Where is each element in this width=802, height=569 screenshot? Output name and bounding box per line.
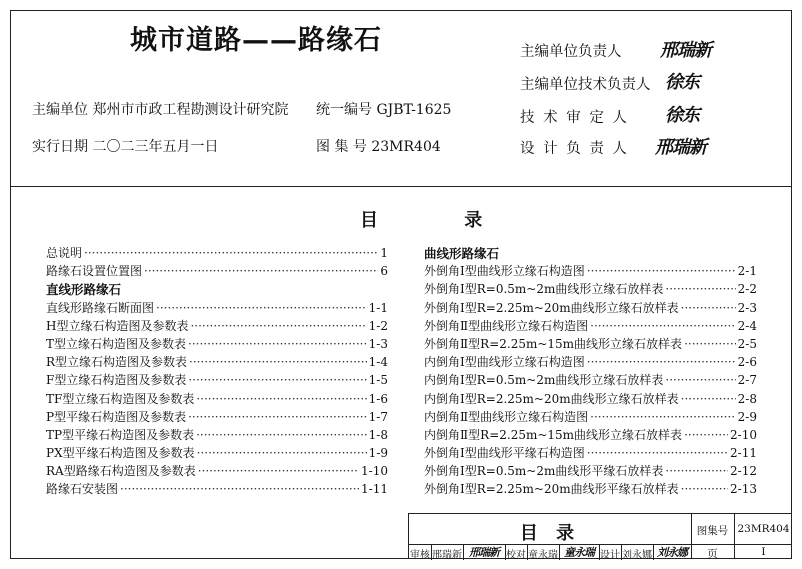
toc-entry[interactable]: [424, 353, 757, 371]
toc-entry-title: RA型路缘石构造图及参数表: [46, 464, 196, 479]
toc-entry[interactable]: [46, 408, 388, 426]
toc-leader-dots: [587, 264, 736, 278]
toc-entry-page: 2-6: [737, 355, 757, 370]
toc-entry-title: T型立缘石构造图及参数表: [46, 336, 187, 351]
toc-leader-dots: [196, 428, 367, 442]
toc-entry[interactable]: [424, 335, 757, 353]
toc-entry[interactable]: [46, 462, 388, 480]
toc-entry-title: PX型平缘石构造图及参数表: [46, 446, 195, 461]
toc-entry-title: 外倒角Ⅱ型R=2.25m~15m曲线形立缘石放样表: [424, 336, 683, 351]
toc-entry-title: 外倒角Ⅰ型曲线形平缘石构造图: [424, 446, 585, 461]
toc-leader-dots: [684, 337, 736, 351]
toc-left-column: [46, 244, 388, 499]
toc-entry-page: 2-8: [737, 391, 757, 406]
page-label: 页: [707, 548, 718, 560]
toc-entry-title: 直线形路缘石: [46, 282, 122, 298]
toc-entry-title: 内倒角Ⅱ型R=2.25m~15m曲线形立缘石放样表: [424, 427, 683, 442]
toc-entry-page: 2-4: [737, 318, 757, 333]
effective-date: [32, 136, 218, 156]
toc-leader-dots: [156, 301, 367, 315]
toc-entry-page: 1-4: [368, 355, 388, 370]
title-block-sheet-title: 目 录: [519, 523, 581, 544]
toc-entry[interactable]: [46, 335, 388, 353]
toc-section-heading: [46, 280, 388, 298]
toc-entry[interactable]: [424, 280, 757, 298]
toc-entry[interactable]: [424, 262, 757, 280]
toc-entry-page: 1-9: [368, 446, 388, 461]
toc-entry-title: P型平缘石构造图及参数表: [46, 409, 187, 424]
signature-label-tech-chief: 主编单位技术负责人: [520, 77, 651, 93]
toc-right-column: [424, 244, 757, 499]
effective-date-label: 实行日期: [32, 139, 88, 155]
toc-leader-dots: [684, 428, 728, 442]
title-block: [408, 513, 792, 559]
toc-leader-dots: [197, 446, 367, 460]
toc-entry[interactable]: [424, 426, 757, 444]
toc-entry-page: 2-12: [730, 464, 757, 479]
toc-leader-dots: [590, 410, 736, 424]
title-block-atlas-label: 图集号: [696, 525, 729, 537]
signature-label-chief: 主编单位负责人: [520, 44, 622, 60]
toc-entry-title: 外倒角Ⅱ型曲线形立缘石构造图: [424, 318, 589, 333]
atlas-number-value: 23MR404: [371, 139, 441, 155]
toc-entry-page: 2-9: [737, 409, 757, 424]
toc-leader-dots: [84, 246, 378, 260]
header-divider: [10, 186, 792, 187]
toc-title: 目 录: [360, 210, 523, 231]
design-name: 刘永娜: [622, 550, 652, 561]
signature-designer: 邢瑞新: [655, 137, 706, 158]
toc-leader-dots: [587, 355, 736, 369]
toc-entry-page: 1-5: [368, 373, 388, 388]
toc-entry-title: 总说明: [46, 246, 83, 260]
toc-entry-page: 2-5: [737, 336, 757, 351]
toc-entry-page: 1-10: [361, 464, 388, 479]
toc-entry-page: 2-7: [737, 373, 757, 388]
toc-leader-dots: [190, 319, 366, 333]
toc-entry[interactable]: [424, 299, 757, 317]
toc-entry-page: 1-8: [368, 427, 388, 442]
check-signature: 童永瑞: [564, 546, 594, 559]
toc-entry-page: 2-10: [730, 427, 757, 442]
toc-entry[interactable]: [46, 426, 388, 444]
toc-leader-dots: [681, 482, 728, 496]
toc-leader-dots: [590, 319, 736, 333]
toc-leader-dots: [198, 464, 359, 478]
toc-entry[interactable]: [424, 317, 757, 335]
signature-label-designer: 设 计 负 责 人: [520, 141, 629, 157]
toc-entry[interactable]: [424, 408, 757, 426]
toc-entry-title: 外倒角Ⅰ型曲线形立缘石构造图: [424, 264, 585, 279]
atlas-number-label: 图 集 号: [316, 139, 367, 155]
toc-leader-dots: [144, 264, 378, 278]
toc-leader-dots: [681, 392, 736, 406]
toc-entry-page: 2-1: [737, 264, 757, 279]
toc-entry[interactable]: [46, 390, 388, 408]
compiler-unit-value: 郑州市市政工程勘测设计研究院: [92, 102, 289, 118]
signature-chief: 邢瑞新: [660, 40, 711, 61]
toc-leader-dots: [587, 446, 728, 460]
toc-entry-title: F型立缘石构造图及参数表: [46, 373, 187, 388]
toc-entry[interactable]: [424, 444, 757, 462]
toc-leader-dots: [188, 410, 367, 424]
toc-entry-page: 1-1: [368, 300, 388, 315]
toc-entry[interactable]: [424, 390, 757, 408]
toc-entry[interactable]: [46, 262, 388, 280]
toc-entry[interactable]: [46, 371, 388, 389]
design-label: 设计: [600, 550, 620, 561]
toc-entry[interactable]: [46, 244, 388, 262]
toc-entry[interactable]: [46, 317, 388, 335]
page-number: I: [761, 546, 766, 558]
toc-entry-title: H型立缘石构造图及参数表: [46, 318, 189, 333]
atlas-number: [316, 136, 441, 156]
unified-code: [316, 99, 451, 119]
toc-entry-title: 外倒角Ⅰ型R=0.5m~2m曲线形立缘石放样表: [424, 282, 664, 297]
title-block-atlas-no: 23MR404: [737, 523, 790, 535]
check-name: 童永瑞: [528, 550, 558, 561]
toc-entry-page: 1-6: [368, 391, 388, 406]
compiler-unit-label: 主编单位: [32, 102, 88, 118]
review-signature: 邢瑞新: [469, 546, 499, 559]
toc-entry-title: 直线形路缘石断面图: [46, 300, 155, 315]
toc-entry-title: R型立缘石构造图及参数表: [46, 355, 188, 370]
design-signature: 刘永娜: [657, 546, 687, 559]
toc-entry[interactable]: [46, 444, 388, 462]
toc-entry-title: 外倒角Ⅰ型R=2.25m~20m曲线形平缘石放样表: [424, 482, 679, 497]
toc-section-heading: [424, 244, 757, 262]
toc-leader-dots: [665, 282, 735, 296]
toc-entry-title: TP型平缘石构造图及参数表: [46, 427, 195, 442]
toc-entry-title: 外倒角Ⅰ型R=2.25m~20m曲线形立缘石放样表: [424, 300, 679, 315]
toc-entry-page: 1-11: [361, 482, 388, 497]
toc-entry-page: 1: [380, 246, 388, 260]
toc-entry-page: 6: [380, 264, 388, 279]
toc-entry[interactable]: [46, 299, 388, 317]
toc-entry-page: 1-2: [368, 318, 388, 333]
toc-entry-title: 曲线形路缘石: [424, 246, 500, 261]
unified-code-label: 统一编号: [316, 102, 372, 118]
toc-entry-title: 路缘石安装图: [46, 482, 119, 497]
toc-entry-title: 外倒角Ⅰ型R=0.5m~2m曲线形平缘石放样表: [424, 464, 664, 479]
toc-entry[interactable]: [424, 480, 757, 498]
toc-leader-dots: [665, 464, 728, 478]
toc-entry-title: 内倒角Ⅰ型曲线形立缘石构造图: [424, 355, 585, 370]
signature-label-reviewer: 技 术 审 定 人: [520, 110, 629, 126]
toc-entry-title: 内倒角Ⅱ型曲线形立缘石构造图: [424, 409, 589, 424]
toc-entry-page: 2-13: [730, 482, 757, 497]
toc-leader-dots: [188, 373, 366, 387]
toc-leader-dots: [665, 373, 735, 387]
toc-entry-title: 内倒角Ⅰ型R=0.5m~2m曲线形立缘石放样表: [424, 373, 664, 388]
effective-date-value: 二〇二三年五月一日: [92, 139, 219, 155]
toc-entry[interactable]: [424, 371, 757, 389]
toc-entry-page: 1-7: [368, 409, 388, 424]
toc-entry[interactable]: [46, 353, 388, 371]
unified-code-value: GJBT-1625: [376, 102, 452, 118]
review-name: 邢瑞新: [432, 550, 462, 561]
toc-leader-dots: [196, 392, 366, 406]
toc-entry-page: 1-3: [368, 336, 388, 351]
toc-entry-title: 路缘石设置位置图: [46, 264, 143, 279]
check-label: 校对: [506, 550, 526, 561]
toc-leader-dots: [189, 355, 367, 369]
toc-entry-page: 2-2: [737, 282, 757, 297]
review-label: 审核: [410, 550, 430, 561]
toc-leader-dots: [681, 301, 736, 315]
toc-entry[interactable]: [46, 480, 388, 498]
toc-leader-dots: [120, 482, 359, 496]
toc-leader-dots: [188, 337, 367, 351]
toc-entry-page: 2-11: [730, 446, 757, 461]
toc-entry-title: 内倒角Ⅰ型R=2.25m~20m曲线形立缘石放样表: [424, 391, 679, 406]
atlas-title: 城市道路——路缘石: [130, 25, 382, 56]
compiler-unit: [32, 99, 288, 119]
toc-entry[interactable]: [424, 462, 757, 480]
toc-entry-title: TF型立缘石构造图及参数表: [46, 391, 195, 406]
signature-reviewer: 徐东: [665, 105, 699, 126]
toc-entry-page: 2-3: [737, 300, 757, 315]
signature-tech-chief: 徐东: [665, 72, 699, 93]
